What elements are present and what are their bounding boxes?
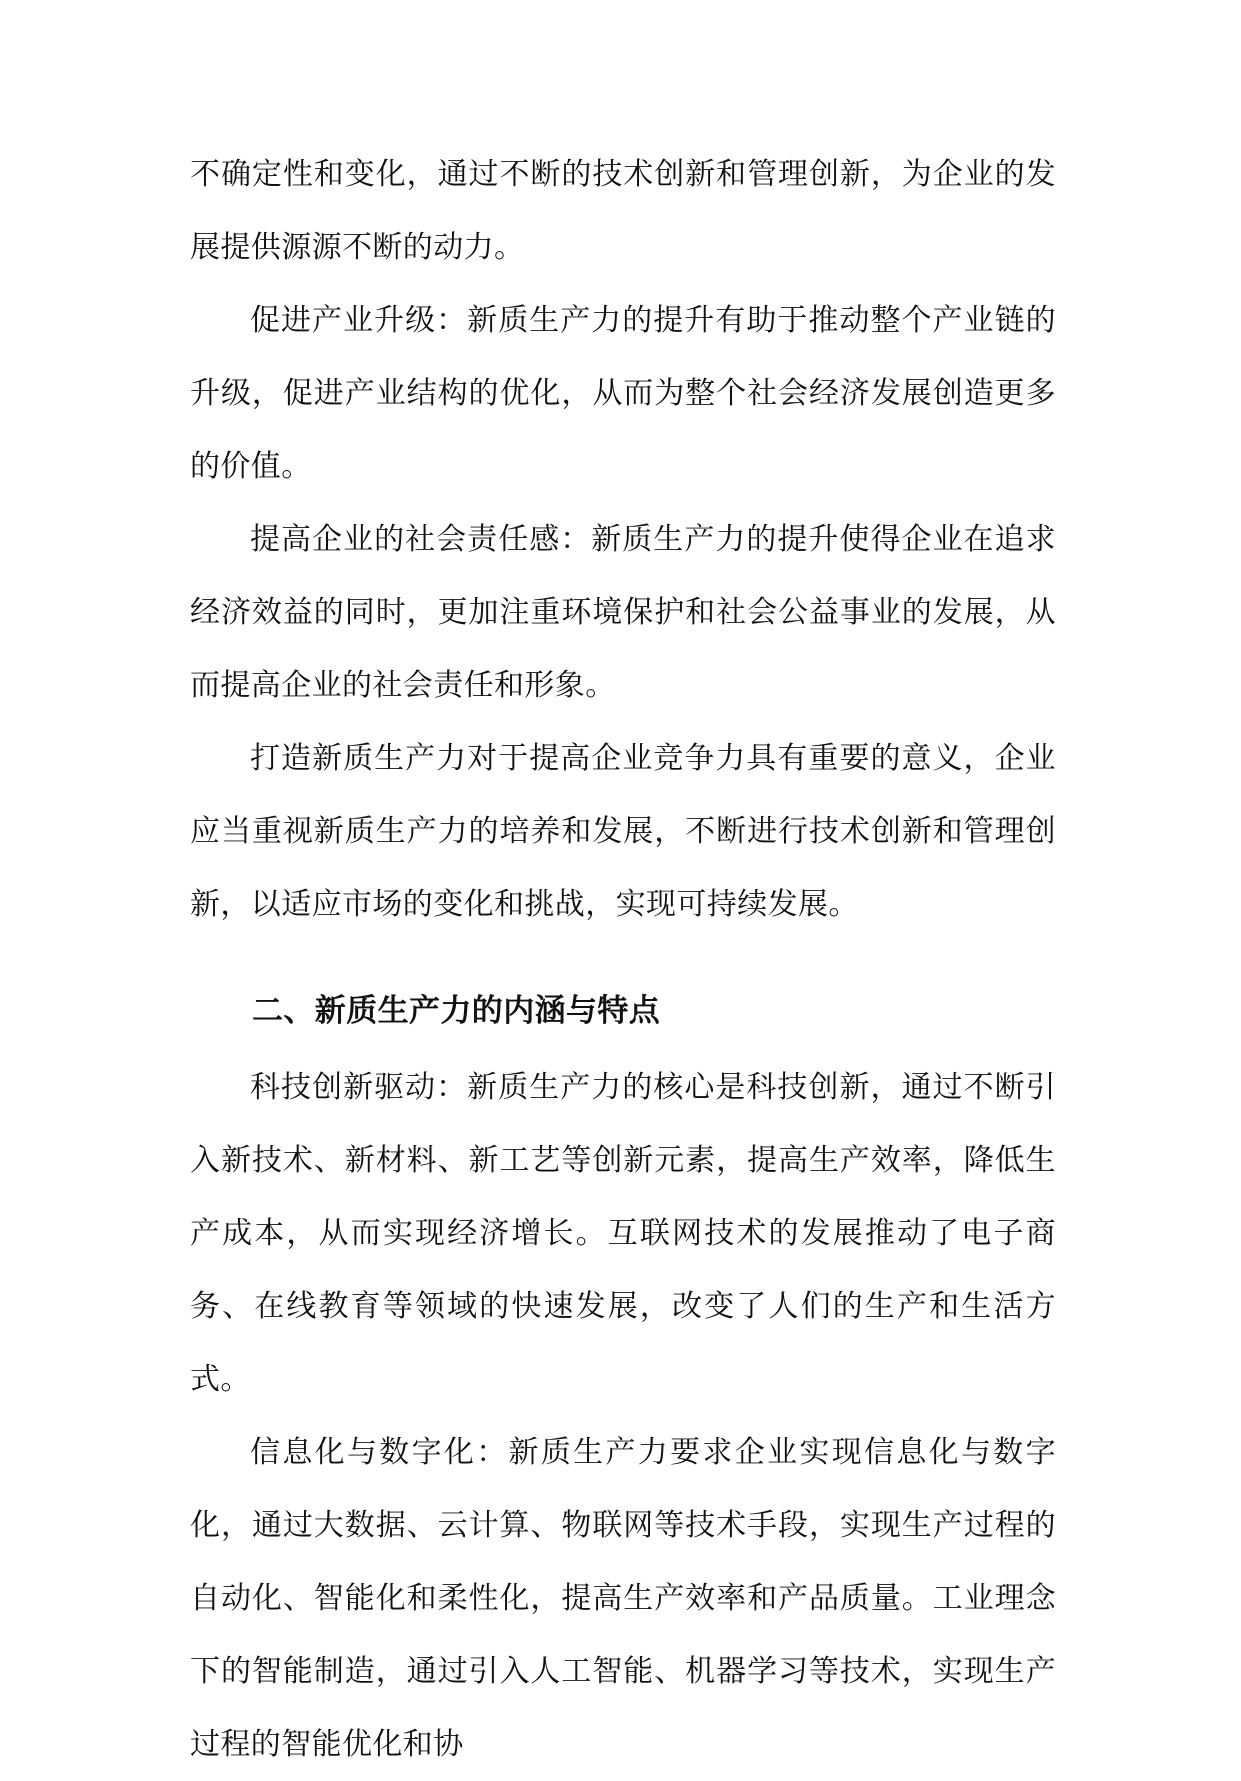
paragraph-social-responsibility: 提高企业的社会责任感：新质生产力的提升使得企业在追求经济效益的同时，更加注重环境保护和社会公益事业的发展，从而提高企业的社会责任和形象。 <box>190 522 1056 703</box>
paragraph-industry-upgrade: 促进产业升级：新质生产力的提升有助于推动整个产业链的升级，促进产业结构的优化，从而为整个社会经济发展创造更多的价值。 <box>190 303 1056 484</box>
section-heading: 二、新质生产力的内涵与特点 <box>252 993 661 1029</box>
paragraph-tech-innovation: 科技创新驱动：新质生产力的核心是科技创新，通过不断引入新技术、新材料、新工艺等创新元素，提高生产效率，降低生产成本，从而实现经济增长。互联网技术的发展推动了电子商务、在线教育等领域的快速发展，改变了人们的生产和生活方式。 <box>190 1070 1056 1397</box>
document-body <box>190 138 1056 1781</box>
paragraph-digitalization: 信息化与数字化：新质生产力要求企业实现信息化与数字化，通过大数据、云计算、物联网等技术手段，实现生产过程的自动化、智能化和柔性化，提高生产效率和产品质量。工业理念下的智能制造，通过引入人工智能、机器学习等技术，实现生产过程的智能优化和协 <box>190 1435 1056 1762</box>
paragraph-conclusion: 打造新质生产力对于提高企业竞争力具有重要的意义，企业应当重视新质生产力的培养和发展，不断进行技术创新和管理创新，以适应市场的变化和挑战，实现可持续发展。 <box>190 741 1056 922</box>
paragraph-uncertainty-continued: 不确定性和变化，通过不断的技术创新和管理创新，为企业的发展提供源源不断的动力。 <box>190 157 1056 265</box>
